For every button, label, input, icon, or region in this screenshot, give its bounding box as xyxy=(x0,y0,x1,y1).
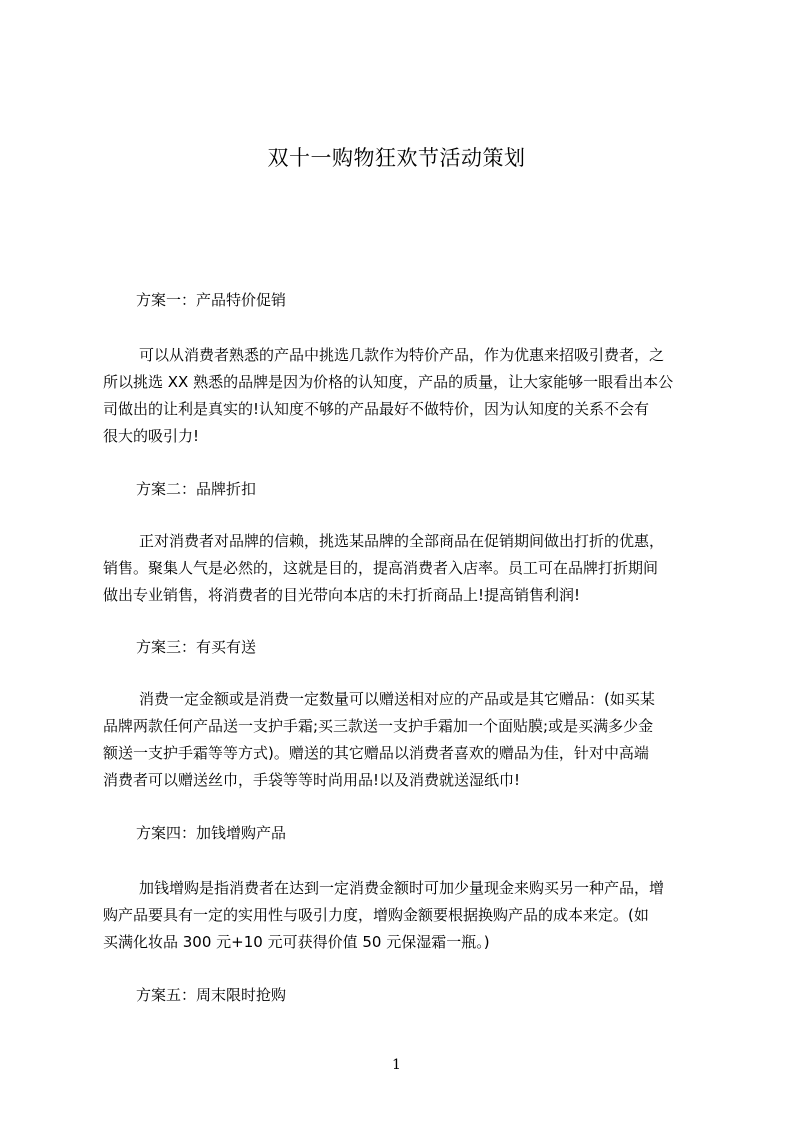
section-heading-5: 方案五：周末限时抢购 xyxy=(136,986,287,1004)
section-heading-3: 方案三：有买有送 xyxy=(136,638,257,656)
section-heading-2: 方案二：品牌折扣 xyxy=(136,480,257,498)
paragraph-line: 可以从消费者熟悉的产品中挑选几款作为特价产品，作为优惠来招吸引费者，之 xyxy=(139,346,665,364)
section-heading-1: 方案一：产品特价促销 xyxy=(136,291,287,309)
paragraph-line: 消费一定金额或是消费一定数量可以赠送相对应的产品或是其它赠品：(如买某 xyxy=(139,690,655,708)
paragraph-line: 品牌两款任何产品送一支护手霜;买三款送一支护手霜加一个面贴膜;或是买满多少金 xyxy=(103,717,654,735)
page-number: 1 xyxy=(392,1057,401,1073)
paragraph-line: 消费者可以赠送丝巾，手袋等等时尚用品!以及消费就送湿纸巾! xyxy=(103,771,521,789)
paragraph-line: 购产品要具有一定的实用性与吸引力度，增购金额要根据换购产品的成本来定。(如 xyxy=(103,906,649,924)
paragraph-line: 额送一支护手霜等等方式)。赠送的其它赠品以消费者喜欢的赠品为佳，针对中高端 xyxy=(103,744,649,762)
section-paragraph-4 xyxy=(103,875,698,956)
section-paragraph-1 xyxy=(103,342,698,450)
document-title: 双十一购物狂欢节活动策划 xyxy=(267,146,526,170)
paragraph-line: 所以挑选 XX 熟悉的品牌是因为价格的认知度，产品的质量，让大家能够一眼看出本公 xyxy=(103,373,674,391)
paragraph-line: 销售。聚集人气是必然的，这就是目的，提高消费者入店率。员工可在品牌打折期间 xyxy=(103,559,659,577)
section-heading-4: 方案四：加钱增购产品 xyxy=(136,824,287,842)
paragraph-line: 买满化妆品 300 元+10 元可获得价值 50 元保湿霜一瓶。) xyxy=(103,933,490,951)
paragraph-line: 司做出的让利是真实的!认知度不够的产品最好不做特价，因为认知度的关系不会有 xyxy=(103,400,650,418)
paragraph-line: 做出专业销售，将消费者的目光带向本店的未打折商品上!提高销售利润! xyxy=(103,586,581,604)
paragraph-line: 很大的吸引力! xyxy=(103,427,200,445)
section-paragraph-2 xyxy=(103,528,698,609)
section-paragraph-3 xyxy=(103,686,698,794)
paragraph-line: 正对消费者对品牌的信赖，挑选某品牌的全部商品在促销期间做出打折的优惠， xyxy=(139,532,665,550)
paragraph-line: 加钱增购是指消费者在达到一定消费金额时可加少量现金来购买另一种产品，增 xyxy=(139,879,665,897)
